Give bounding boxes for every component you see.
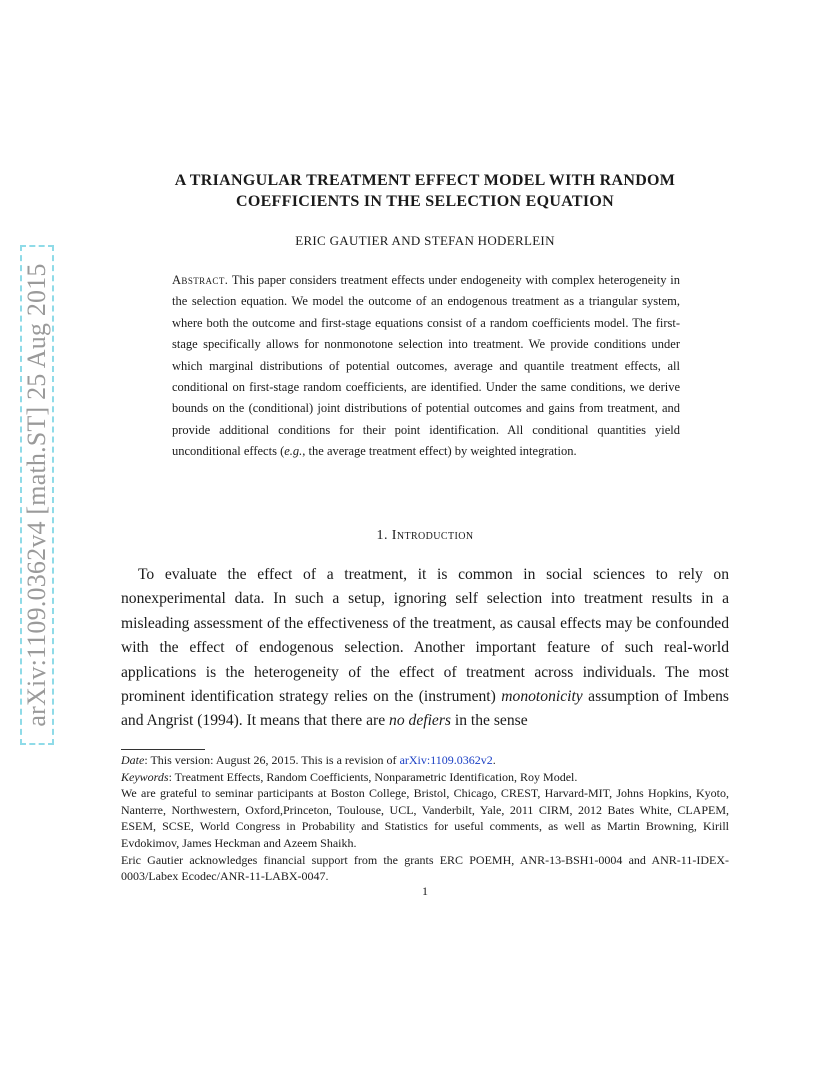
abstract-eg: e.g. (284, 444, 303, 459)
arxiv-revision-link[interactable]: arXiv:1109.0362v2 (399, 753, 493, 767)
body-em-monotonicity: monotonicity (501, 688, 583, 706)
arxiv-stamp (20, 245, 54, 745)
body-em-no-defiers: no defiers (389, 712, 451, 730)
footnote-keywords (121, 769, 729, 786)
arxiv-stamp-text: arXiv:1109.0362v4 [math.ST] 25 Aug 2015 (22, 263, 51, 727)
footnote-thanks: We are grateful to seminar participants at Boston College, Bristol, Chicago, CREST, Harvard-MIT, Johns Hopkins, Kyoto, Nanterre, Northwestern, Oxford,Princeton, Toulouse, UCL, Vanderbilt, Yale, 2011 CIRM, 2012 Bates White, CLAPEM, ESEM, SCSE, World Congress in Probability and Statistics for useful comments, as well as Martin Browning, Kirill Evdokimov, James Heckman and Azeem Shaikh. (121, 786, 729, 850)
date-end: . (492, 753, 496, 767)
body-part-1: To evaluate the effect of a treatment, it is common in social sciences to rely on nonexperimental data. In such a setup, ignoring self selection into treatment results in a misleading assessment of the effectiveness of the treatment, as causal effects may be confounded with the effect of endogenous selection. Another important feature of such real-world applications is the heterogeneity of the effect of treatment across individuals. The most prominent identification strategy relies on the (instrument) (121, 566, 729, 706)
body-paragraph (121, 563, 729, 734)
authors: ERIC GAUTIER AND STEFAN HODERLEIN (295, 233, 555, 248)
abstract-text: This paper considers treatment effects under endogeneity with complex heterogeneity in the selection equation. We model the outcome of an endogenous treatment as a triangular system, where both the outcome and first-stage equations consist of a random coefficients model. The first-stage specifically allows for nonmonotone selection into treatment. We provide conditions under which marginal distributions of potential outcomes, average and quantile treatment effects, all conditional on first-stage random coefficients, are identified. Under the same conditions, we derive bounds on the (conditional) joint distributions of potential outcomes and gains from treatment, and provide additional conditions for their point identification. All conditional quantities yield unconditional effects ( (172, 273, 680, 459)
title-line-2: COEFFICIENTS IN THE SELECTION EQUATION (235, 193, 614, 210)
body-part-2: assumption of Imbens and Angrist (1994). It means that there are (121, 688, 729, 730)
body-part-3: in the sense (450, 712, 528, 730)
footnotes (121, 752, 729, 885)
abstract (172, 270, 680, 463)
section-number: 1. (376, 528, 388, 543)
paper-title (100, 170, 750, 212)
abstract-heading: Abstract. (172, 273, 229, 287)
page-number: 1 (422, 884, 428, 898)
section-heading (100, 528, 750, 544)
footnote-rule (121, 749, 205, 750)
footnote-funding: Eric Gautier acknowledges financial support from the grants ERC POEMH, ANR-13-BSH1-0004 and ANR-11-IDEX-0003/Labex Ecodec/ANR-11-LABX-0047. (121, 852, 729, 884)
section-title: Introduction (391, 528, 474, 543)
date-text: : This version: August 26, 2015. This is a revision of (144, 753, 400, 767)
abstract-text-end: , the average treatment effect) by weighted integration. (302, 444, 577, 459)
keywords-text: : Treatment Effects, Random Coefficients, Nonparametric Identification, Roy Model. (168, 769, 578, 784)
date-label: Date (121, 753, 145, 767)
footnote-date (121, 752, 729, 769)
title-line-1: A TRIANGULAR TREATMENT EFFECT MODEL WITH RANDOM (174, 172, 676, 189)
keywords-label: Keywords (121, 769, 169, 784)
